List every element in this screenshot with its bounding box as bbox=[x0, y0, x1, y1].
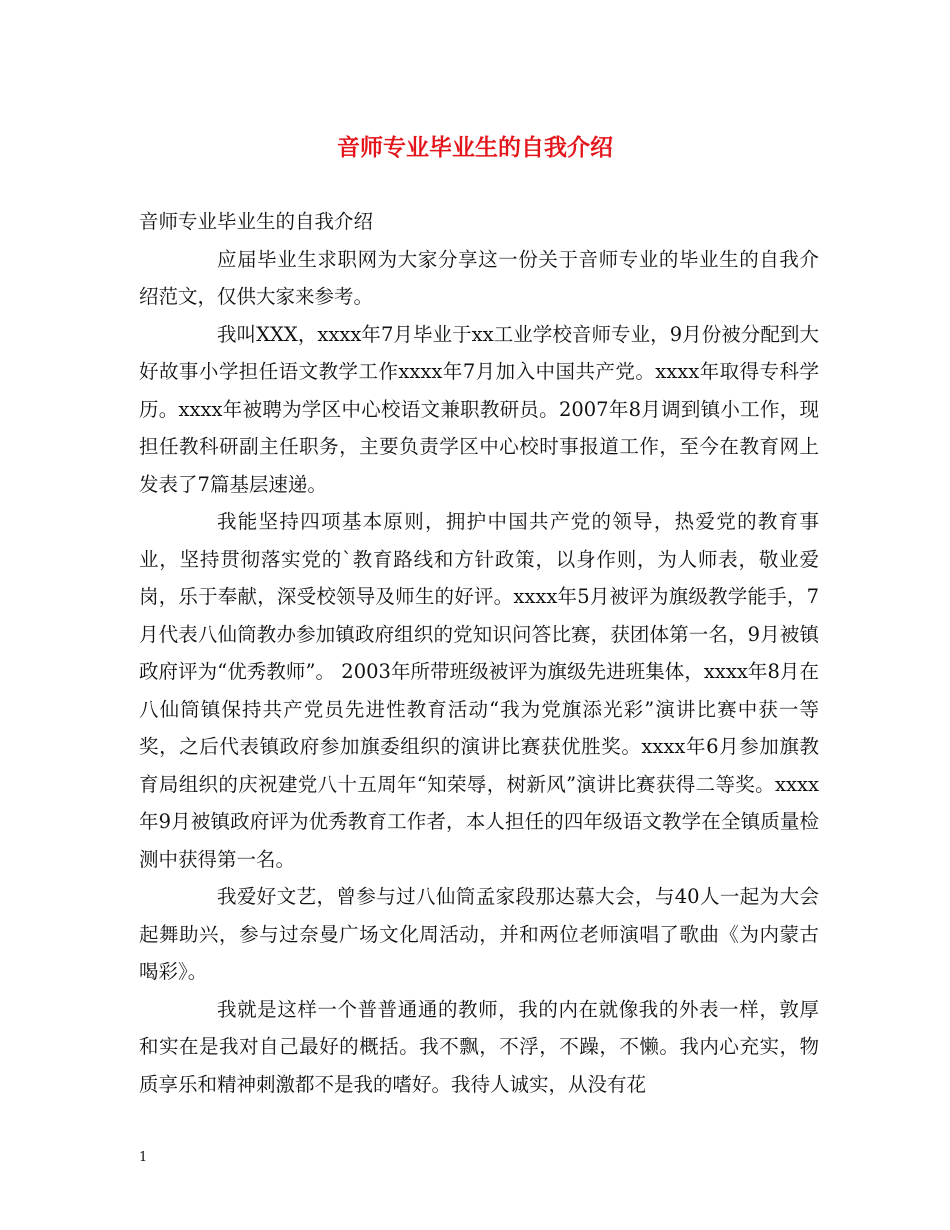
document-subtitle: 音师专业毕业生的自我介绍 bbox=[139, 210, 374, 233]
paragraph-intro: 应届毕业生求职网为大家分享这一份关于音师专业的毕业生的自我介绍范文，仅供大家来参考。 bbox=[139, 247, 819, 308]
document-body bbox=[139, 203, 819, 1103]
page-number: 1 bbox=[139, 1150, 148, 1165]
paragraph-character: 我就是这样一个普普通通的教师，我的内在就像我的外表一样，敦厚和实在是我对自己最好的概括。我不飘，不浮，不躁，不懒。我内心充实，物质享乐和精神刺激都不是我的嗜好。我待人诚实，从没有花 bbox=[139, 997, 819, 1096]
document-title: 音师专业毕业生的自我介绍 bbox=[337, 134, 613, 161]
paragraph-achievements: 我能坚持四项基本原则，拥护中国共产党的领导，热爱党的教育事业，坚持贯彻落实党的`教育路线和方针政策，以身作则，为人师表，敬业爱岗，乐于奉献，深受校领导及师生的好评。xxxx年5月被评为旗级教学能手，7月代表八仙筒教办参加镇政府组织的党知识问答比赛，获团体第一名，9月被镇政府评为“优秀教师”。 2003年所带班级被评为旗级先进班集体，xxxx年8月在八仙筒镇保持共产党员先进性教育活动“我为党旗添光彩”演讲比赛中获一等奖，之后代表镇政府参加旗委组织的演讲比赛获优胜奖。xxxx年6月参加旗教育局组织的庆祝建党八十五周年“知荣辱，树新风”演讲比赛获得二等奖。xxxx年9月被镇政府评为优秀教育工作者，本人担任的四年级语文教学在全镇质量检测中获得第一名。 bbox=[139, 510, 819, 871]
paragraph-hobbies: 我爱好文艺，曾参与过八仙筒孟家段那达慕大会，与40人一起为大会起舞助兴，参与过奈曼广场文化周活动，并和两位老师演唱了歌曲《为内蒙古喝彩》。 bbox=[139, 885, 819, 983]
paragraph-background: 我叫XXX，xxxx年7月毕业于xx工业学校音师专业，9月份被分配到大好故事小学担任语文教学工作xxxx年7月加入中国共产党。xxxx年取得专科学历。xxxx年被聘为学区中心校语文兼职教研员。2007年8月调到镇小工作，现担任教科研副主任职务，主要负责学区中心校时事报道工作，至今在教育网上发表了7篇基层速递。 bbox=[139, 322, 819, 496]
